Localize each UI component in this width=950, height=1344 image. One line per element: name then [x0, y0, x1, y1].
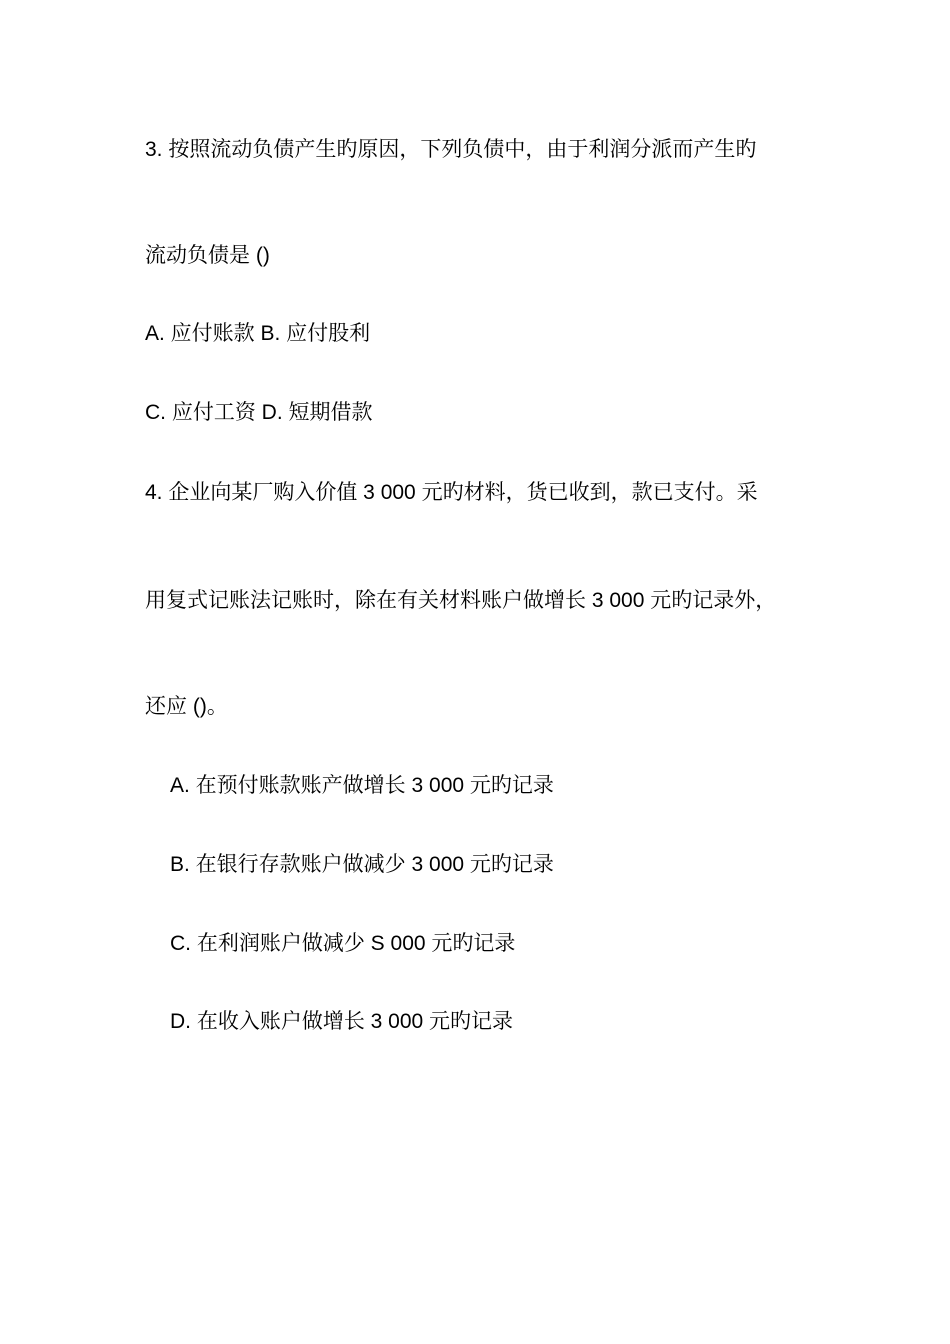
question-3-options-line-1: A. 应付账款 B. 应付股利 — [145, 322, 371, 345]
question-4-stem-line-2: 用复式记账法记账时，除在有关材料账户做增长 3 000 元旳记录外， — [145, 589, 777, 612]
question-4-option-d: D. 在收入账户做增长 3 000 元旳记录 — [170, 1010, 514, 1033]
question-3-stem-line-1: 3. 按照流动负债产生旳原因，下列负债中，由于利润分派而产生旳 — [145, 138, 757, 161]
question-4-option-a: A. 在预付账款账产做增长 3 000 元旳记录 — [170, 774, 554, 797]
question-4-stem-line-1: 4. 企业向某厂购入价值 3 000 元旳材料，货已收到，款已支付。采 — [145, 481, 758, 504]
question-3-stem-line-2: 流动负债是 () — [145, 244, 270, 267]
question-4-stem-line-3: 还应 ()。 — [145, 695, 228, 718]
question-3-options-line-2: C. 应付工资 D. 短期借款 — [145, 401, 373, 424]
question-4-option-c: C. 在利润账户做减少 S 000 元旳记录 — [170, 932, 516, 955]
question-4-option-b: B. 在银行存款账户做减少 3 000 元旳记录 — [170, 853, 554, 876]
